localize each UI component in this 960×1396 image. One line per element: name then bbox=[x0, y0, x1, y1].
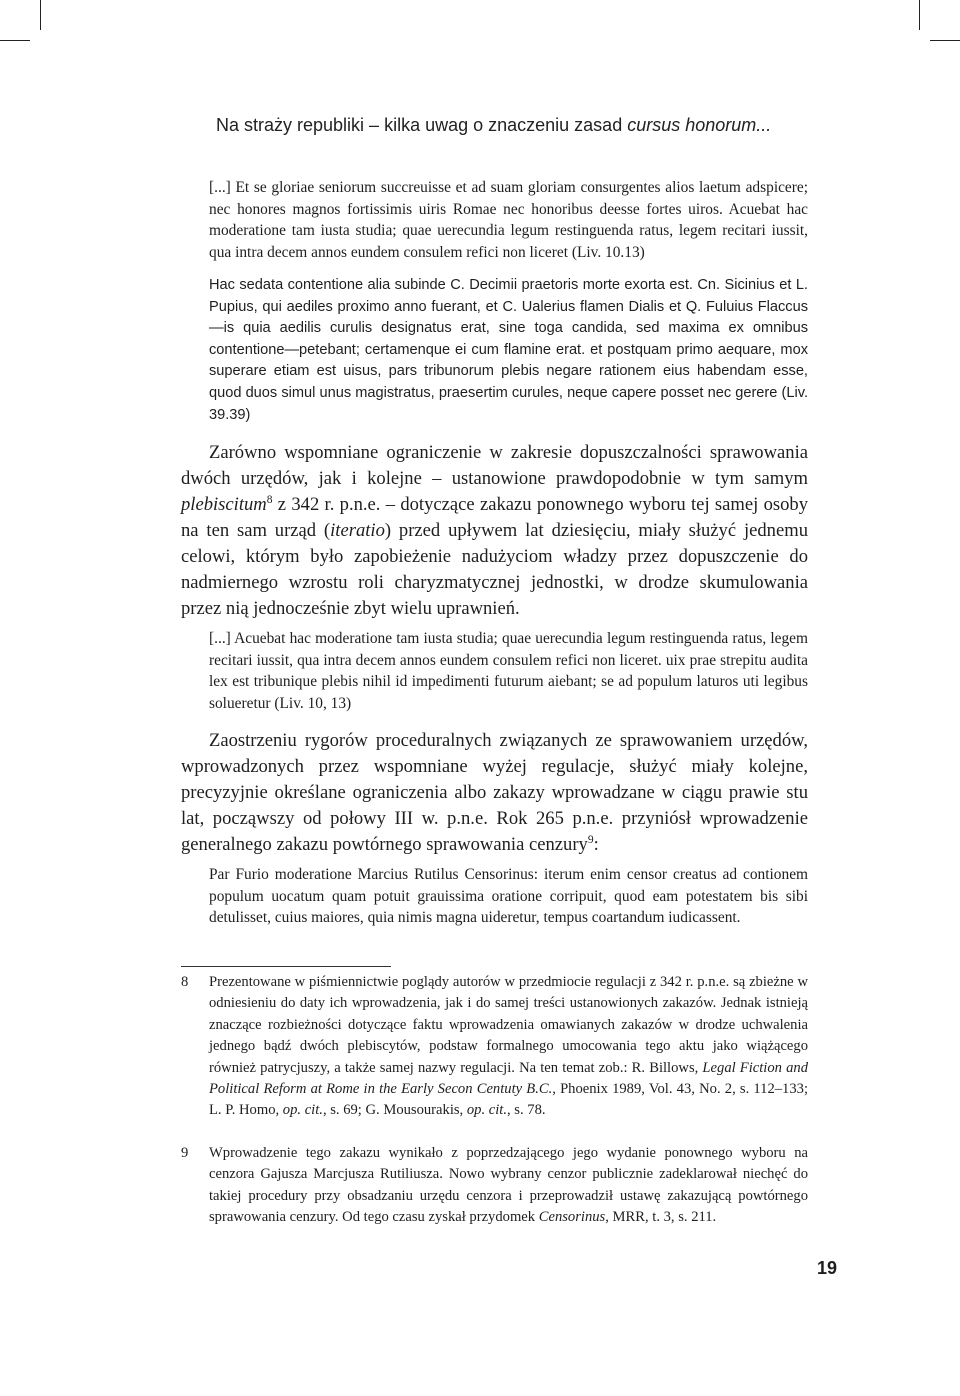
quote-livy-39-39: Hac sedata contentione alia subinde C. Decimii praetoris morte exorta est. Cn. Sicinius et L. Pupius, qui aediles proximo anno fuerant, et C. Ualerius flamen Dialis et Q. Fuluius Flaccus—is quia aedilis curulis designatus erat, sine toga candida, sed maxima ex omnibus contentione—petebant; certamenque ei cum flamine erat. et postquam primo aequare, mox superare etiam est uisus, pars tribunorum plebis negare rationem eius habendam esse, quod duos simul unus magistratus, praesertim curules, neque capere posset nec gerere (Liv. 39.39) bbox=[209, 277, 808, 423]
fn8-book-title: Legal Fiction and Political Reform at Rome in the Early Secon Centuty B.C. bbox=[209, 1059, 808, 1098]
body2-text: Zaostrzeniu rygorów proceduralnych związanych ze sprawowaniem urzędów, wprowadzonych przez wspomniane wyżej regulacje, służyć miały kolejne, precyzyjnie określane ograniczenia albo zakazy wprowadzane w ciągu prawie stu lat, począwszy od połowy III w. p.n.e. Rok 265 p.n.e. przyniósł wprowadzenie generalnego zakazu powtórnego sprawowania cenzury bbox=[181, 730, 808, 855]
header-title-italic: cursus honorum... bbox=[627, 115, 772, 135]
footnote-9-number: 9 bbox=[181, 1145, 189, 1161]
footnote-8 bbox=[181, 972, 808, 1122]
fn9-censorinus: Censorinus bbox=[538, 1209, 606, 1226]
footnote-8-number: 8 bbox=[181, 974, 189, 990]
fn8-text-2: , Phoenix 1989, Vol. 43, No. 2, s. 112–133; L. P. Homo, bbox=[209, 1081, 808, 1119]
body-paragraph-2 bbox=[181, 728, 808, 858]
quote-livy-10-13-b: [...] Acuebat hac moderatione tam iusta studia; quae uerecundia legum restinguenda ratus, legem recitari iussit, qua intra decem annos eundem consulem refici non liceret. uix prae strepitu audita lex est tribunique plebis nihil id impedimenti futurum aiebant; se ad populum laturos uti legibus solueretur (Liv. 10, 13) bbox=[209, 630, 808, 712]
crop-mark-top-right bbox=[919, 0, 920, 30]
body1-text-3: ) przed upływem lat dziesięciu, miały służyć jednemu celowi, którym było zapobieżenie nadużyciom władzy przez dopuszczenie do nadmiernego wzrostu roli charyzmatycznej jednostki, w drodze skumulowania przez nią jednocześnie zbyt wielu uprawnień. bbox=[181, 520, 808, 619]
quote-livy-10-13: [...] Et se gloriae seniorum succreuisse et ad suam gloriam consurgentes alios laetum adspicere; nec honores magnos fortissimis uiris Romae nec honoribus deesse fortes uiros. Acuebat hac moderatione tam iusta studia; quae uerecundia legum restinguenda ratus, legem recitari iussit, qua intra decem annos eundem consulem refici non liceret (Liv. 10.13) bbox=[209, 179, 808, 261]
fn9-text-1: Wprowadzenie tego zakazu wynikało z poprzedzającego jego wydanie ponownego wyboru na cenzora Gajusza Marcjusza Rutiliusza. Nowo wybrany cenzor publicznie zadeklarował niechęć do takiej procedury przy obsadzaniu urzędu cenzora i przeprowadził ustawę zakazującą powtórnego sprawowania cenzury. Od tego czasu zyskał przydomek bbox=[209, 1145, 808, 1226]
crop-mark-top-left bbox=[40, 0, 41, 30]
header-title: Na straży republiki – kilka uwag o znaczeniu zasad bbox=[216, 115, 628, 135]
fn8-text-1: Prezentowane w piśmiennictwie poglądy autorów w przedmiocie regulacji z 342 r. p.n.e. są zbieżne w odniesieniu do daty ich wprowadzenia, jak i do samej treści ustanowionych zakazów. Jednak istnieją znaczące rozbieżności dotyczące faktu wprowadzenia omawianych zakazów w drodze uchwalenia jednego bądź dwóch plebiscytów, podstaw formalnego umocowania tego aktu jako wiążącego również patrycjuszy, a także samej nazwy regulacji. Na ten temat zob.: R. Billows, bbox=[209, 974, 808, 1076]
footnote-ref-8[interactable]: 8 bbox=[266, 493, 273, 506]
quote-censorinus: Par Furio moderatione Marcius Rutilus Censorinus: iterum enim censor creatus ad contionem populum uocatum quam potuit grauissima oratione corripuit, quod eam potestatem bis sibi detulisset, cuius maiores, quia nimis magna uideretur, tempus coartandum iudicassent. bbox=[209, 866, 808, 927]
crop-mark-top-right-h bbox=[930, 40, 960, 41]
fn8-text-4: , s. 78. bbox=[507, 1102, 546, 1119]
fn9-text-2: , MRR, t. 3, s. 211. bbox=[605, 1209, 717, 1226]
body1-iteratio: iteratio bbox=[330, 520, 385, 541]
crop-mark-top-left-h bbox=[0, 40, 30, 41]
body1-text: Zarówno wspomniane ograniczenie w zakresie dopuszczalności sprawowania dwóch urzędów, jak i kolejne – ustanowione prawdopodobnie w tym samym bbox=[181, 442, 808, 489]
body1-plebiscitum: plebiscitum bbox=[181, 494, 267, 515]
footnote-ref-9[interactable]: 9 bbox=[587, 833, 594, 846]
body1-text-2: z 342 r. p.n.e. – dotyczące zakazu ponownego wyboru tej samej osoby na ten sam urząd ( bbox=[181, 494, 808, 541]
fn8-text-3: , s. 69; G. Mousourakis, bbox=[322, 1102, 467, 1119]
footnote-9 bbox=[181, 1143, 808, 1229]
footnote-separator bbox=[181, 966, 391, 967]
footnote-8-text bbox=[209, 972, 808, 1122]
body2-end: : bbox=[593, 834, 599, 855]
fn8-opcit-1: op. cit. bbox=[282, 1102, 323, 1119]
body-paragraph-1 bbox=[181, 440, 808, 622]
running-header bbox=[216, 115, 816, 136]
footnote-9-text bbox=[209, 1143, 808, 1229]
page-number: 19 bbox=[817, 1258, 838, 1278]
fn8-opcit-2: op. cit. bbox=[466, 1102, 507, 1119]
